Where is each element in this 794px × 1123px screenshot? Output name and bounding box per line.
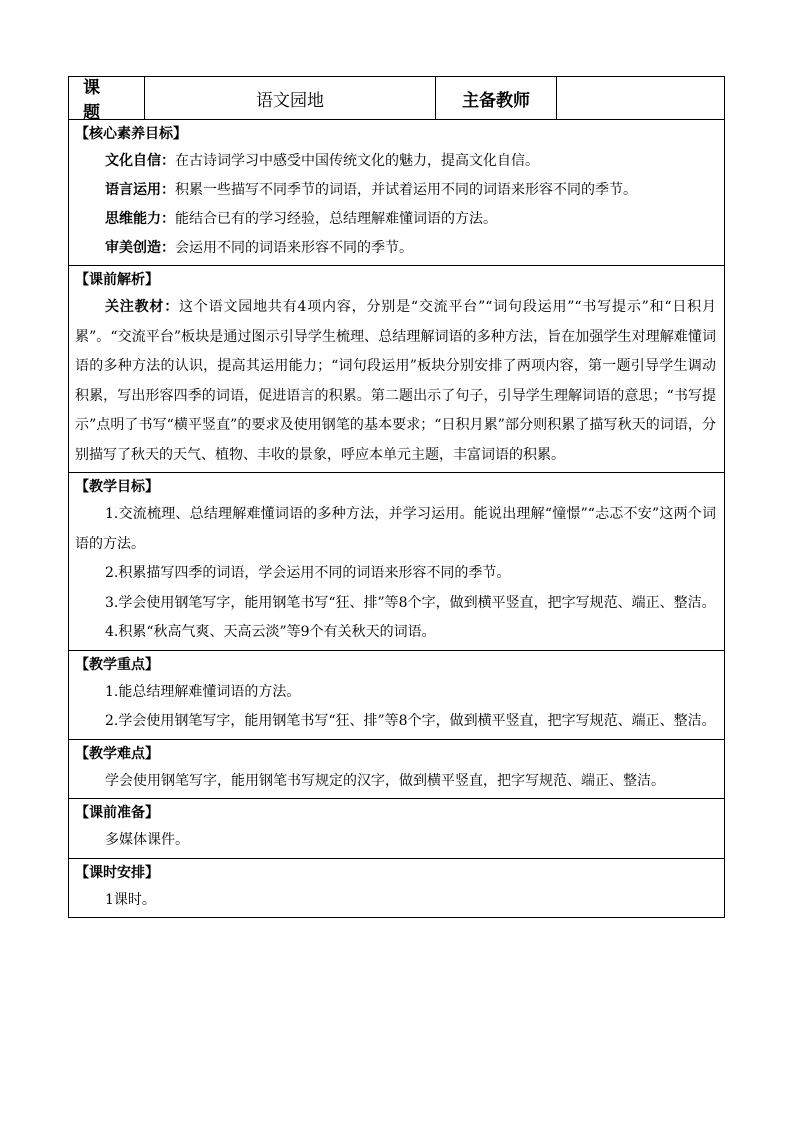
goal-text: 能结合已有的学习经验，总结理解难懂词语的方法。: [175, 211, 497, 227]
difficulties-section: [69, 740, 724, 800]
goal-text: 会运用不同的词语来形容不同的季节。: [175, 240, 413, 256]
preparation-section: [69, 799, 724, 859]
section-title: 【教学重点】: [75, 656, 159, 673]
analysis-label: 关注教材：: [105, 299, 180, 315]
section-title: 【核心素养目标】: [75, 126, 187, 142]
section-title: 【教学目标】: [75, 479, 159, 495]
difficulties-text: 学会使用钢笔写字，能用钢笔书写规定的汉字，做到横平竖直，把字写规范、端正、整洁。: [105, 772, 665, 789]
goal-item: [75, 147, 716, 176]
teacher-label: 主备教师: [435, 77, 556, 119]
preparation-text: 多媒体课件。: [105, 832, 189, 848]
goal-item: [75, 176, 716, 205]
goal-label: 文化自信：: [105, 153, 175, 169]
section-title: 【课时安排】: [75, 864, 159, 881]
goal-label: 语言运用：: [105, 182, 175, 198]
topic-value: 语文园地: [144, 77, 435, 119]
schedule-section: [69, 859, 724, 918]
goal-text: 在古诗词学习中感受中国传统文化的魅力，提高文化自信。: [175, 153, 539, 169]
objectives-section: [69, 473, 724, 651]
analysis-text: 这个语文园地共有4项内容，分别是“交流平台”“词句段运用”“书写提示”和“日积月累”。“交流平台”板块是通过图示引导学生梳理、总结理解词语的多种方法，旨在加强学生对理解难懂词语的多种方法的认识，提高其运用能力；“词句段运用”板块分别安排了两项内容，第一题引导学生调动积累，写出形容四季的词语，促进语言的积累。第二题出示了句子，引导学生理解词语的意思；“书写提示”点明了书写“横平竖直”的要求及使用钢笔的基本要求；“日积月累”部分则积累了描写秋天的词语，分别描写了秋天的天气、植物、丰收的景象，呼应本单元主题，丰富词语的积累。: [75, 299, 716, 463]
section-title: 【教学难点】: [75, 745, 159, 762]
goal-item: [75, 205, 716, 234]
key-points-section: [69, 651, 724, 740]
goal-label: 思维能力：: [105, 211, 175, 227]
goal-text: 积累一些描写不同季节的词语，并试着运用不同的词语来形容不同的季节。: [175, 182, 637, 198]
objective-item: 1.交流梳理、总结理解难懂词语的多种方法，并学习运用。能说出理解“憧憬”“忐忑不安”这两个词语的方法。: [75, 506, 716, 552]
objective-item: 4.积累“秋高气爽、天高云淡”等9个有关秋天的词语。: [105, 624, 436, 640]
lesson-plan-table: [68, 76, 725, 918]
topic-label: 课 题: [83, 78, 116, 123]
goal-item: [75, 234, 716, 263]
key-point-item: 2.学会使用钢笔写字，能用钢笔书写“狂、排”等8个字，做到横平竖直，把字写规范、端正、整洁。: [105, 713, 716, 729]
analysis-section: [69, 266, 724, 473]
teacher-value: [556, 77, 724, 119]
analysis-paragraph: [75, 293, 716, 470]
objective-item: 2.积累描写四季的词语，学会运用不同的词语来形容不同的季节。: [105, 565, 511, 581]
header-row: [69, 77, 724, 123]
objective-item: 3.学会使用钢笔写字，能用钢笔书写“狂、排”等8个字，做到横平竖直，把字写规范、端正、整洁。: [105, 594, 716, 611]
core-goals-section: [69, 120, 724, 266]
section-title: 【课前准备】: [75, 805, 159, 821]
key-point-item: 1.能总结理解难懂词语的方法。: [105, 683, 301, 700]
goal-label: 审美创造：: [105, 240, 175, 256]
section-title: 【课前解析】: [75, 272, 159, 288]
schedule-text: 1课时。: [105, 891, 156, 908]
